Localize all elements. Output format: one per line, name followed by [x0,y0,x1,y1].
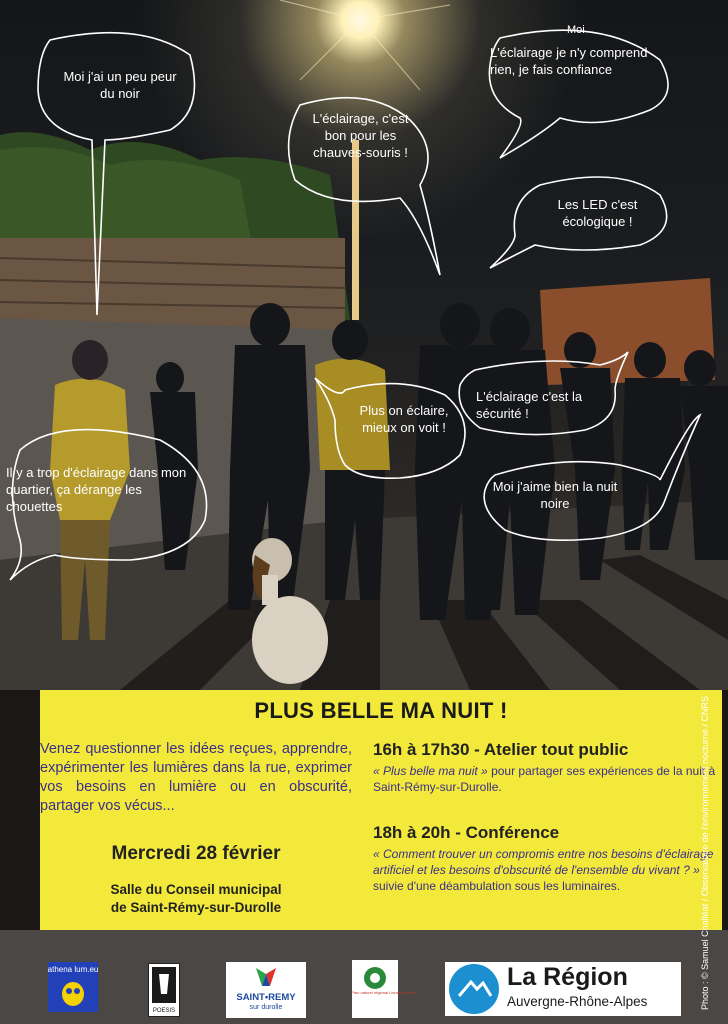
intro-text: Venez questionner les idées reçues, apprendre, expérimenter les lumières dans la rue, exprimer vos besoins en lumière ou en obscurité, partager vos vécus... [40,741,352,814]
workshop-heading [373,740,718,760]
event-conference [373,823,718,894]
bubble-led: Les LED c'est écologique ! [557,197,638,229]
bubble-owls: Il y a trop d'éclairage dans mon quartier, ça dérange les chouettes [6,465,187,514]
venue-line-1: Salle du Conseil municipal [110,882,282,897]
saint-remy-name: SAINT•REMY [236,992,296,1003]
bubble-safety: L'éclairage c'est la sécurité ! [476,389,583,421]
parc-logo-text: Parc naturel régional Livradois-Forez [351,990,417,995]
region-name: La Région [507,963,628,991]
bubble-trust-prefix: Moi [567,24,585,36]
bubble-dark: Moi j'ai un peu peur du noir [63,69,177,101]
workshop-time: 16h à 17h30 [373,740,470,759]
poesis-figure-icon [149,964,179,1016]
conference-desc: suivie d'une déambulation sous les luminaires. [373,879,621,893]
conference-time: 18h à 20h [373,823,451,842]
bubble-see: Plus on éclaire, mieux on voit ! [359,403,449,435]
workshop-name: - Atelier tout public [469,740,629,759]
saint-remy-logo[interactable] [226,962,306,1018]
bubble-night: Moi j'aime bien la nuit noire [492,479,618,511]
athena-logo[interactable] [48,962,98,1012]
bubble-trust: L'éclairage je n'y comprend rien, je fais confiance [490,45,648,77]
region-mountain-icon [447,962,501,1016]
partner-logos [0,930,728,1024]
info-panel [40,690,722,930]
conference-quote: « Comment trouver un compromis entre nos besoins d'éclairage artificiel et les besoins d'obscurité de l'ensemble du vivant ? » [373,847,714,877]
poesis-logo[interactable] [148,963,180,1017]
athena-logo-text: athena lum.eu [47,965,99,974]
bubble-bats: L'éclairage, c'est bon pour les chauves-souris ! [312,111,409,160]
parc-flower-icon [351,960,417,1018]
conference-heading [373,823,718,843]
event-workshop [373,740,718,795]
venue [40,881,352,917]
saint-remy-emblem-icon [226,962,306,992]
region-subname: Auvergne-Rhône-Alpes [507,994,648,1009]
parc-livradois-logo[interactable] [351,960,417,1018]
photo-credit: Photo : © Samuel Challéat / Observatoire de l'environnement nocturne / CNRS [700,695,710,1010]
event-title: PLUS BELLE MA NUIT ! [254,698,508,723]
workshop-description [373,763,718,795]
workshop-quote: « Plus belle ma nuit » [373,764,488,778]
event-date: Mercredi 28 février [111,843,281,864]
conference-description [373,846,718,894]
conference-name: - Conférence [450,823,560,842]
region-logo[interactable] [445,962,681,1016]
owl-icon [48,962,98,1012]
workshop-desc: pour partager ses expériences de la nuit à Saint-Rémy-sur-Durolle. [373,764,716,794]
saint-remy-sub: sur durolle [249,1004,283,1011]
poesis-logo-text: POESIS [152,1008,176,1014]
venue-line-2: de Saint-Rémy-sur-Durolle [110,900,282,915]
